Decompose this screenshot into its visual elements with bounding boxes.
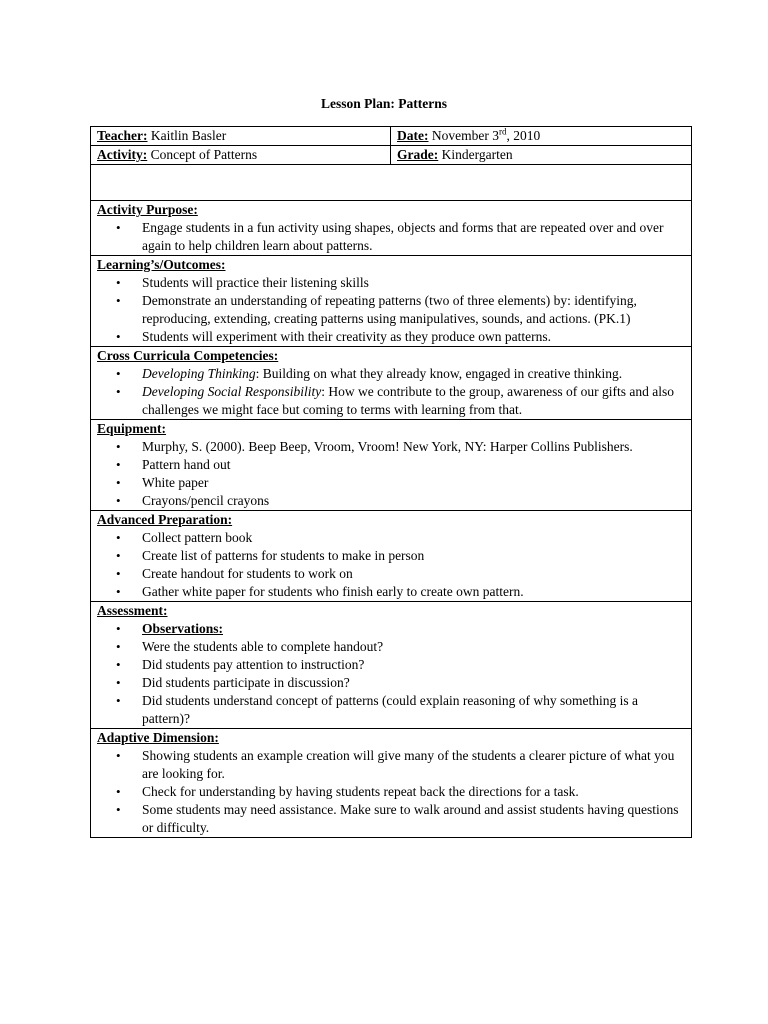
list-item: • Some students may need assistance. Make sure to walk around and assist students having questions or difficulty. (142, 801, 685, 837)
header-row-2 (91, 146, 692, 165)
list-item: • Crayons/pencil crayons (142, 492, 685, 510)
competencies-title: Cross Curricula Competencies: (97, 348, 279, 363)
purpose-section (91, 201, 692, 256)
date-value: November 3rd, 2010 (431, 126, 541, 143)
adaptive-row (91, 729, 692, 838)
teacher-label: Teacher: (97, 128, 148, 143)
lesson-plan-table (90, 126, 692, 838)
observations-label: Observations: (142, 621, 223, 636)
assessment-section (91, 602, 692, 729)
list-item: • Murphy, S. (2000). Beep Beep, Vroom, Vroom! New York, NY: Harper Collins Publishers. (142, 438, 685, 456)
competencies-section (91, 347, 692, 420)
competencies-list (97, 365, 685, 419)
competencies-row (91, 347, 692, 420)
blank-cell (91, 165, 692, 201)
list-item: • Did students participate in discussion? (142, 674, 685, 692)
teacher-value: Kaitlin Basler (150, 128, 227, 143)
list-item: • Developing Thinking: Building on what they already know, engaged in creative thinking. (142, 365, 685, 383)
outcomes-section (91, 256, 692, 347)
adaptive-title: Adaptive Dimension: (97, 730, 219, 745)
equipment-section (91, 420, 692, 511)
adaptive-list (97, 747, 685, 837)
activity-label: Activity: (97, 147, 148, 162)
date-cell (391, 127, 692, 146)
assessment-list (97, 620, 685, 728)
list-item: • Students will practice their listening skills (142, 274, 685, 292)
purpose-row (91, 201, 692, 256)
list-item: • Showing students an example creation will give many of the students a clearer picture of what you are looking for. (142, 747, 685, 783)
equipment-title: Equipment: (97, 421, 167, 436)
activity-cell (91, 146, 391, 165)
header-row-1 (91, 127, 692, 146)
assessment-title: Assessment: (97, 603, 168, 618)
list-item: • Pattern hand out (142, 456, 685, 474)
list-item: • Engage students in a fun activity using shapes, objects and forms that are repeated over and over again to help children learn about patterns. (142, 219, 685, 255)
list-item: • Developing Social Responsibility: How we contribute to the group, awareness of our gifts and also challenges we might face but coming to terms with learning from that. (142, 383, 685, 419)
list-item: • Students will experiment with their creativity as they produce own patterns. (142, 328, 685, 346)
page-title: Lesson Plan: Patterns (321, 96, 447, 111)
list-item: • Demonstrate an understanding of repeating patterns (two of three elements) by: identifying, reproducing, extending, creating patterns using manipulatives, sounds, and actions. (PK.1) (142, 292, 685, 328)
date-label: Date: (397, 128, 429, 143)
outcomes-list (97, 274, 685, 346)
grade-value: Kindergarten (441, 147, 513, 162)
outcomes-title: Learning’s/Outcomes: (97, 257, 226, 272)
equipment-row (91, 420, 692, 511)
adaptive-section (91, 729, 692, 838)
list-item: • Collect pattern book (142, 529, 685, 547)
list-item: • Were the students able to complete handout? (142, 638, 685, 656)
assessment-row (91, 602, 692, 729)
list-item: • Did students understand concept of patterns (could explain reasoning of why something is a pattern)? (142, 692, 685, 728)
teacher-cell (91, 127, 391, 146)
outcomes-row (91, 256, 692, 347)
preparation-row (91, 511, 692, 602)
blank-row (91, 165, 692, 201)
list-item: • Create list of patterns for students to make in person (142, 547, 685, 565)
list-item: • Create handout for students to work on (142, 565, 685, 583)
equipment-list (97, 438, 685, 510)
list-item: • Check for understanding by having students repeat back the directions for a task. (142, 783, 685, 801)
grade-label: Grade: (397, 147, 439, 162)
preparation-section (91, 511, 692, 602)
list-item: • White paper (142, 474, 685, 492)
preparation-title: Advanced Preparation: (97, 512, 233, 527)
purpose-list (97, 219, 685, 255)
preparation-list (97, 529, 685, 601)
activity-value: Concept of Patterns (150, 147, 258, 162)
grade-cell (391, 146, 692, 165)
list-item (142, 620, 685, 638)
list-item: • Gather white paper for students who finish early to create own pattern. (142, 583, 685, 601)
purpose-title: Activity Purpose: (97, 202, 198, 217)
list-item: • Did students pay attention to instruction? (142, 656, 685, 674)
